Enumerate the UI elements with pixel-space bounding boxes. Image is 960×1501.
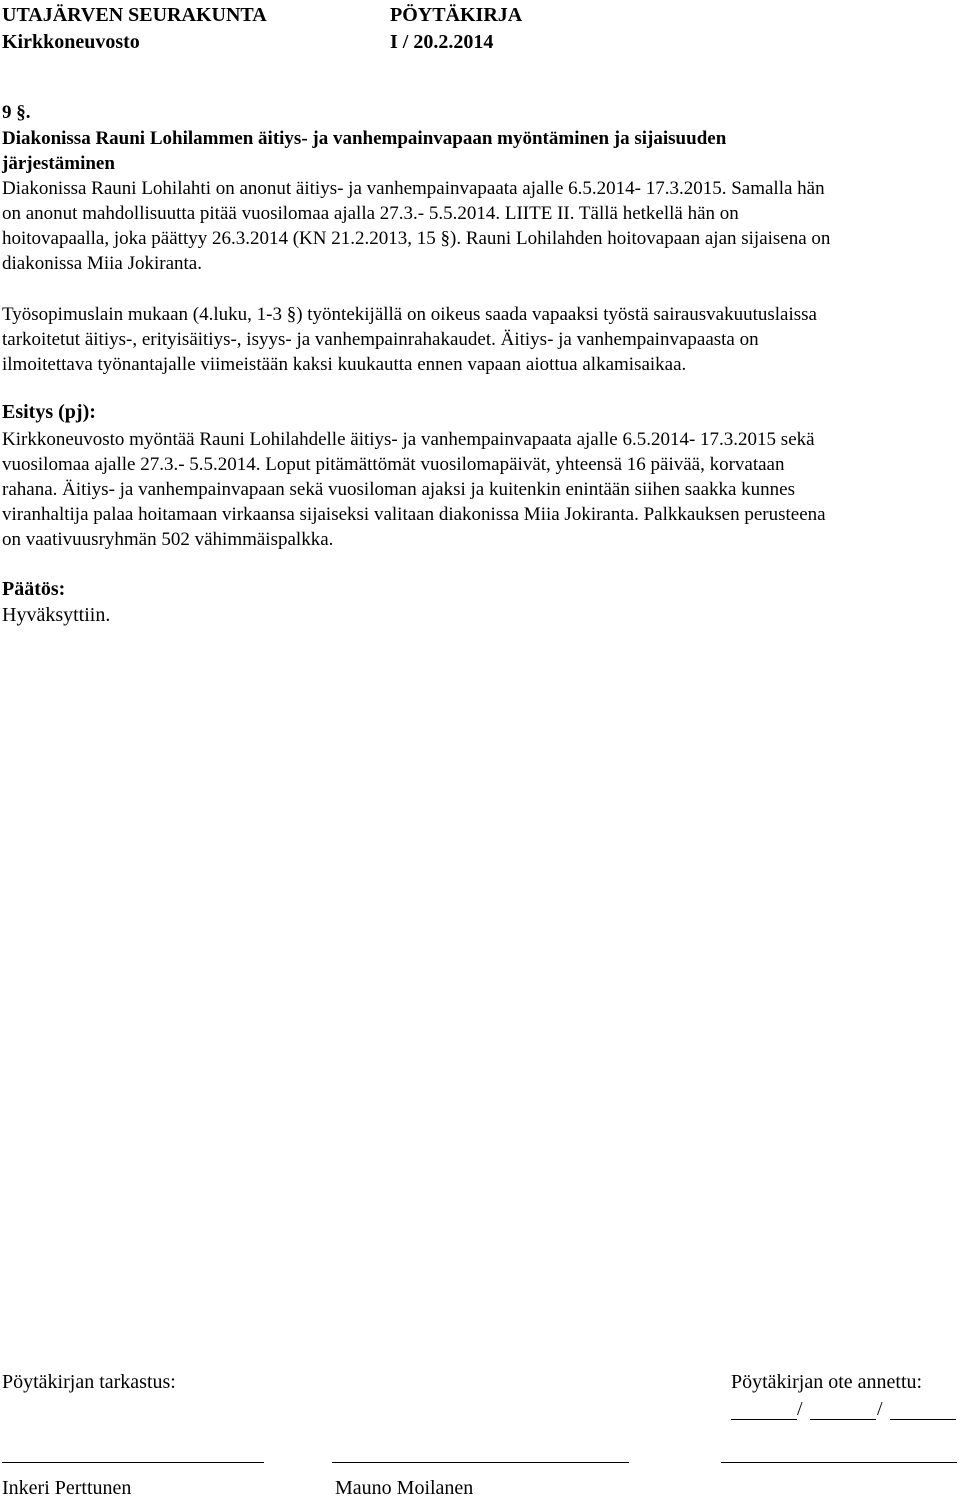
proposal-line3: rahana. Äitiys- ja vanhempainvapaan sekä vuosiloman ajaksi ja kuitenkin enintään siihen saakka kunnes <box>2 479 796 500</box>
signature-line-1 <box>2 1462 264 1463</box>
date-blank-day <box>731 1419 797 1420</box>
signer-1: Inkeri Perttunen <box>2 1477 132 1499</box>
proposal-line5: on vaativuusryhmän 502 vähimmäispalkka. <box>2 529 334 550</box>
date-separator-1: / <box>797 1398 803 1420</box>
p2-line3: ilmoitettava työnantajalle viimeistään kaksi kuukautta ennen vapaan aiottua alkamisaikaa. <box>2 354 687 375</box>
doc-type: PÖYTÄKIRJA <box>390 4 523 26</box>
signature-line-2 <box>332 1462 629 1463</box>
date-separator-2: / <box>877 1398 883 1420</box>
p1-line3: hoitovapaalla, joka päättyy 26.3.2014 (KN 21.2.2013, 15 §). Rauni Lohilahden hoitovapaan ajan sijaisena on <box>2 228 831 249</box>
proposal-line1: Kirkkoneuvosto myöntää Rauni Lohilahdelle äitiys- ja vanhempainvapaata ajalle 6.5.2014- 17.3.2015 sekä <box>2 429 815 450</box>
p2-line1: Työsopimuslain mukaan (4.luku, 1-3 §) työntekijällä on oikeus saada vapaaksi työstä sairausvakuutuslaissa <box>2 304 817 325</box>
org-name: UTAJÄRVEN SEURAKUNTA <box>2 4 267 26</box>
review-label: Pöytäkirjan tarkastus: <box>2 1371 176 1393</box>
decision-text: Hyväksyttiin. <box>2 604 111 626</box>
section-title-line1: Diakonissa Rauni Lohilammen äitiys- ja vanhempainvapaan myöntäminen ja sijaisuuden <box>2 128 727 149</box>
signer-2: Mauno Moilanen <box>335 1477 474 1499</box>
signature-line-3 <box>721 1462 957 1463</box>
excerpt-label: Pöytäkirjan ote annettu: <box>731 1371 923 1393</box>
p1-line2: on anonut mahdollisuutta pitää vuosilomaa ajalla 27.3.- 5.5.2014. LIITE II. Tällä hetkellä hän on <box>2 203 739 224</box>
proposal-line2: vuosilomaa ajalle 27.3.- 5.5.2014. Loput pitämättömät vuosilomapäivät, yhteensä 16 päivää, korvataan <box>2 454 785 475</box>
body-name: Kirkkoneuvosto <box>2 31 140 53</box>
section-number: 9 §. <box>2 102 31 123</box>
proposal-line4: viranhaltija palaa hoitamaan virkaansa sijaiseksi valitaan diakonissa Miia Jokiranta. Palkkauksen perusteena <box>2 504 826 525</box>
decision-label: Päätös: <box>2 578 66 600</box>
p1-line1: Diakonissa Rauni Lohilahti on anonut äitiys- ja vanhempainvapaata ajalle 6.5.2014- 17.3.2015. Samalla hän <box>2 178 825 199</box>
meeting-id: I / 20.2.2014 <box>390 31 494 53</box>
p1-line4: diakonissa Miia Jokiranta. <box>2 253 202 274</box>
proposal-label: Esitys (pj): <box>2 401 96 423</box>
p2-line2: tarkoitetut äitiys-, erityisäitiys-, isyys- ja vanhempainrahakaudet. Äitiys- ja vanhempainvapaasta on <box>2 329 759 350</box>
section-title-line2: järjestäminen <box>2 153 115 174</box>
date-blank-month <box>810 1419 876 1420</box>
date-blank-year <box>890 1419 956 1420</box>
